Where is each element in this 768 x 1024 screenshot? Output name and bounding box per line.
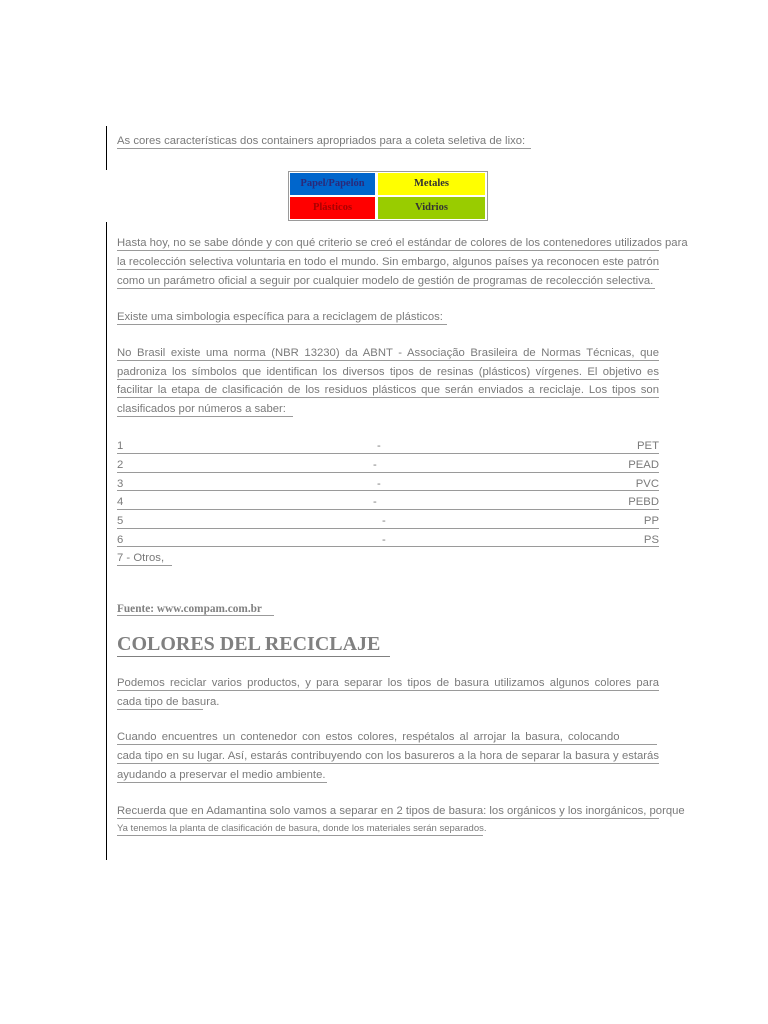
underline <box>117 546 659 547</box>
underline <box>117 453 659 454</box>
underline <box>117 818 659 819</box>
resin-dash: - <box>382 534 386 546</box>
para6-line1: Recuerda que en Adamantina solo vamos a separar en 2 tipos de basura: los orgánicos y los inorgánicos, porque <box>117 805 685 817</box>
resin-code: PVC <box>635 478 659 490</box>
para6-line2: Ya tenemos la planta de clasificación de basura, donde los materiales serán separados. <box>117 823 487 834</box>
resin-num: 6 <box>117 534 124 546</box>
resin-num: 2 <box>117 459 124 471</box>
underline <box>117 269 659 270</box>
color-cell-metal: Metales <box>378 173 485 195</box>
para3-line1: No Brasil existe uma norma (NBR 13230) da ABNT - Associação Brasileira de Normas Técnicas, que <box>117 347 659 359</box>
color-cell-plastic: Plásticos <box>290 197 375 219</box>
para4-line1: Podemos reciclar varios productos, y para separar los tipos de basura utilizamos algunos colores para <box>117 677 659 689</box>
resin-num: 5 <box>117 515 124 527</box>
resin-code: PP <box>643 515 659 527</box>
resin-dash: - <box>373 459 377 471</box>
resin-num: 1 <box>117 440 124 452</box>
para4-line2: cada tipo de basura. <box>117 696 220 708</box>
underline <box>117 615 274 616</box>
resin-dash: - <box>382 515 386 527</box>
para1-line2: la recolección selectiva voluntaria en todo el mundo. Sin embargo, algunos países ya reconocen este patrón <box>117 256 659 268</box>
resin-code: PEAD <box>628 459 659 471</box>
resin-other: 7 - Otros, <box>117 552 165 564</box>
underline <box>117 565 172 566</box>
para1-line3: como un parámetro oficial a seguir por cualquier modelo de gestión de programas de recolección selectiva. <box>117 275 654 287</box>
color-cell-glass: Vidrios <box>378 197 485 219</box>
underline <box>117 416 293 417</box>
underline <box>117 763 659 764</box>
resin-num: 3 <box>117 478 124 490</box>
para5-line1: Cuando encuentres un contenedor con estos colores, respétalos al arrojar la basura, colocando <box>117 731 620 743</box>
section-heading: COLORES DEL RECICLAJE <box>117 633 381 655</box>
underline <box>117 250 659 251</box>
resin-code: PET <box>637 440 659 452</box>
resin-dash: - <box>377 440 381 452</box>
underline <box>117 835 483 836</box>
margin-bar-top <box>106 126 107 170</box>
resin-dash: - <box>373 496 377 508</box>
underline <box>117 528 659 529</box>
underline <box>117 472 659 473</box>
underline <box>117 324 447 325</box>
underline <box>117 509 659 510</box>
color-cell-paper: Papel/Papelón <box>290 173 375 195</box>
intro-text: As cores características dos containers apropriados para a coleta seletiva de lixo: <box>117 135 526 147</box>
resin-code: PS <box>643 534 659 546</box>
underline <box>117 360 659 361</box>
para1-line1: Hasta hoy, no se sabe dónde y con qué criterio se creó el estándar de colores de los contenedores utilizados para <box>117 237 688 249</box>
underline <box>117 690 659 691</box>
resin-num: 4 <box>117 496 124 508</box>
margin-bar-main <box>106 222 107 860</box>
para2: Existe uma simbologia específica para a reciclagem de plásticos: <box>117 311 443 323</box>
para3-line4: clasificados por números a saber: <box>117 403 286 415</box>
underline <box>117 709 203 710</box>
para5-line2: cada tipo en su lugar. Así, estarás contribuyendo con los basureros a la hora de separar la basura y estarás <box>117 750 659 762</box>
source-link[interactable]: Fuente: www.compam.com.br <box>117 603 262 615</box>
underline <box>117 744 657 745</box>
underline <box>117 379 659 380</box>
para3-line3: facilitar la etapa de clasificación de los residuos plásticos que serán enviados a reciclaje. Los tipos son <box>117 384 659 396</box>
resin-dash: - <box>377 478 381 490</box>
underline <box>117 490 659 491</box>
underline <box>117 288 655 289</box>
underline <box>117 656 390 657</box>
resin-code: PEBD <box>628 496 659 508</box>
underline <box>117 148 531 149</box>
para5-line3: ayudando a preservar el medio ambiente. <box>117 769 326 781</box>
para3-line2: padroniza los símbolos que identifican los diversos tipos de resinas (plásticos) vírgenes. El objetivo es <box>117 366 659 378</box>
underline <box>117 782 327 783</box>
underline <box>117 397 659 398</box>
